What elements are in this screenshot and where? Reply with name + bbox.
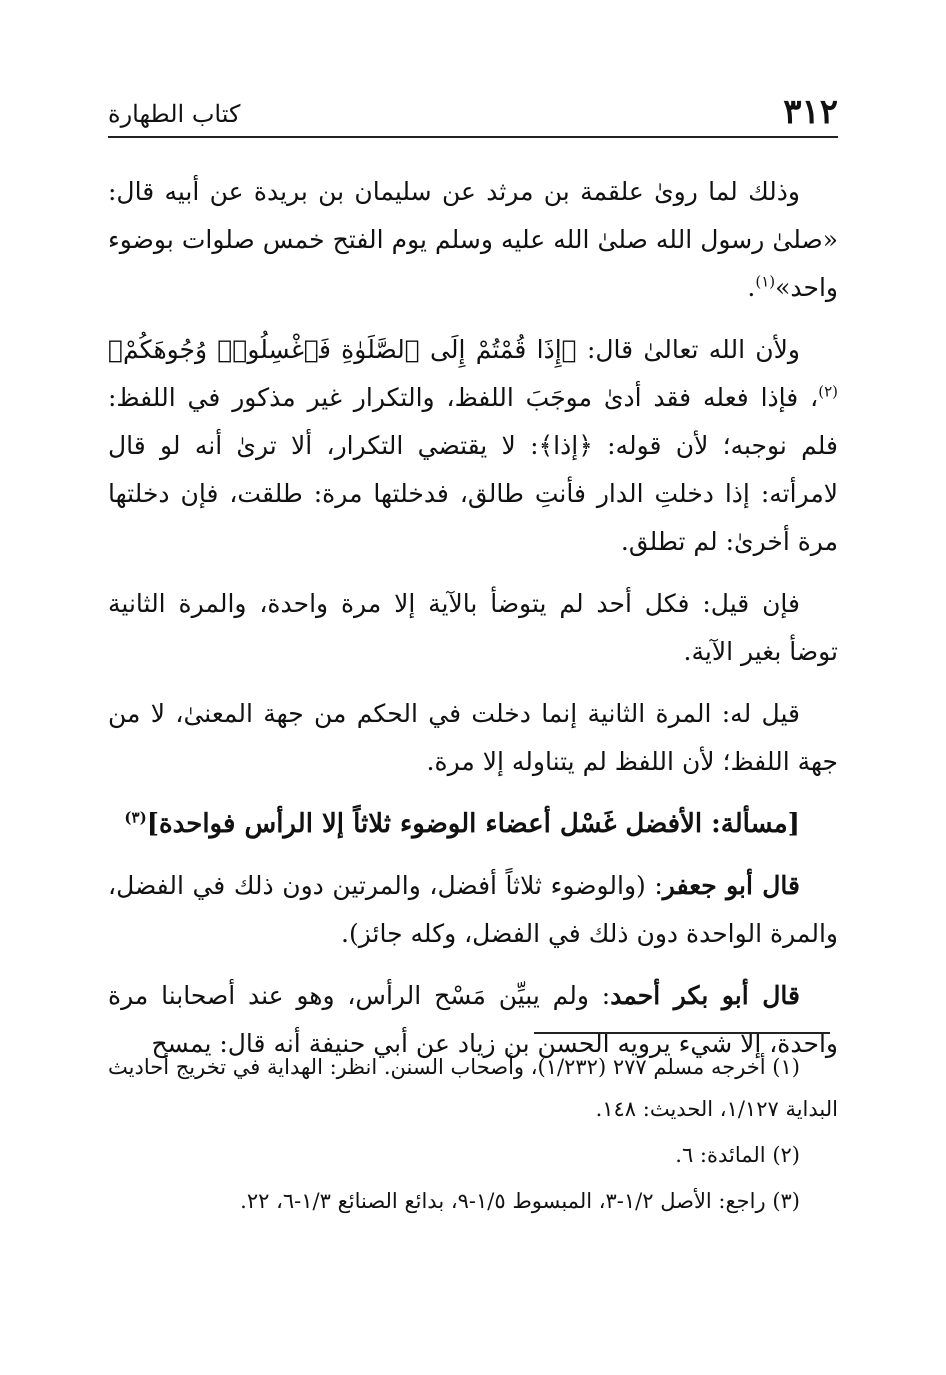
footnote-ref-1: (١): [755, 272, 776, 291]
paragraph-5-text: : (والوضوء ثلاثاً أفضل، والمرتين دون ذلك في الفضل، والمرة الواحدة دون ذلك في الفضل، وكله جائز).: [108, 871, 838, 948]
paragraph-2: [108, 326, 838, 566]
footnote-2: (٢) المائدة: ٦.: [675, 1143, 800, 1167]
running-header: [108, 92, 838, 138]
footnote-1: (١) أخرجه مسلم ٢٧٧ (١/٢٣٢)، وأصحاب السنن. انظر: الهداية في تخريج أحاديث البداية ١/١٢٧، الحديث: ١٤٨.: [108, 1055, 838, 1121]
main-text: [108, 168, 838, 1082]
footnote-divider: [534, 1032, 830, 1034]
paragraph-4-text: قيل له: المرة الثانية إنما دخلت في الحكم من جهة المعنىٰ، لا من جهة اللفظ؛ لأن اللفظ لم يتناوله إلا مرة.: [108, 699, 838, 776]
page-number: ٣١٢: [783, 92, 838, 132]
footnote-ref-3: (٣): [124, 808, 147, 827]
paragraph-5: [108, 862, 838, 958]
paragraph-2-text: ، فإذا فعله فقد أدىٰ موجَبَ اللفظ، والتكرار غير مذكور في اللفظ: فلم نوجبه؛ لأن قوله: ﴿إذا﴾: لا يقتضي التكرار، ألا ترىٰ أنه لو قال لامرأته: إذا دخلتِ الدار فأنتِ طالق، فدخلتها مرة: طلقت، فإن دخلتها مرة أخرىٰ: لم تطلق.: [108, 383, 838, 556]
paragraph-1-text: وذلك لما روىٰ علقمة بن مرثد عن سليمان بن بريدة عن أبيه قال: «صلىٰ رسول الله صلىٰ الله عليه وسلم يوم الفتح خمس صلوات بوضوء واحد»: [108, 177, 838, 302]
footnotes: [108, 1046, 838, 1226]
paragraph-1: [108, 168, 838, 312]
paragraph-4: [108, 690, 838, 786]
paragraph-1-end: .: [747, 273, 756, 302]
footnote-3: (٣) راجع: الأصل ١/٢-٣، المبسوط ١/٥-٩، بدائع الصنائع ١/٣-٦، ٢٢.: [240, 1189, 800, 1213]
paragraph-6-lead: قال أبو بكر أحمد: [610, 981, 800, 1010]
paragraph-6-text: : ولم يبيِّن مَسْح الرأس، وهو عند أصحابنا مرة واحدة، إلا شيء يرويه الحسن بن زياد عن أبي حنيفة أنه قال: يمسح: [108, 981, 838, 1058]
book-title: كتاب الطهارة: [108, 100, 241, 128]
paragraph-3-text: فإن قيل: فكل أحد لم يتوضأ بالآية إلا مرة واحدة، والمرة الثانية توضأ بغير الآية.: [108, 589, 838, 666]
footnote-ref-2: (٢): [818, 382, 838, 401]
paragraph-2-quran: ولأن الله تعالىٰ قال: ﴿إِذَا قُمْتُمْ إِلَى ٱلصَّلَوٰةِ فَٱغْسِلُوا۟ وُجُوهَكُمْ﴾: [108, 335, 800, 364]
section-heading: [108, 800, 838, 848]
section-heading-text: [مسألة: الأفضل غَسْل أعضاء الوضوء ثلاثاً إلا الرأس فواحدة]: [146, 809, 800, 839]
paragraph-5-lead: قال أبو جعفر: [662, 871, 800, 900]
paragraph-3: [108, 580, 838, 676]
